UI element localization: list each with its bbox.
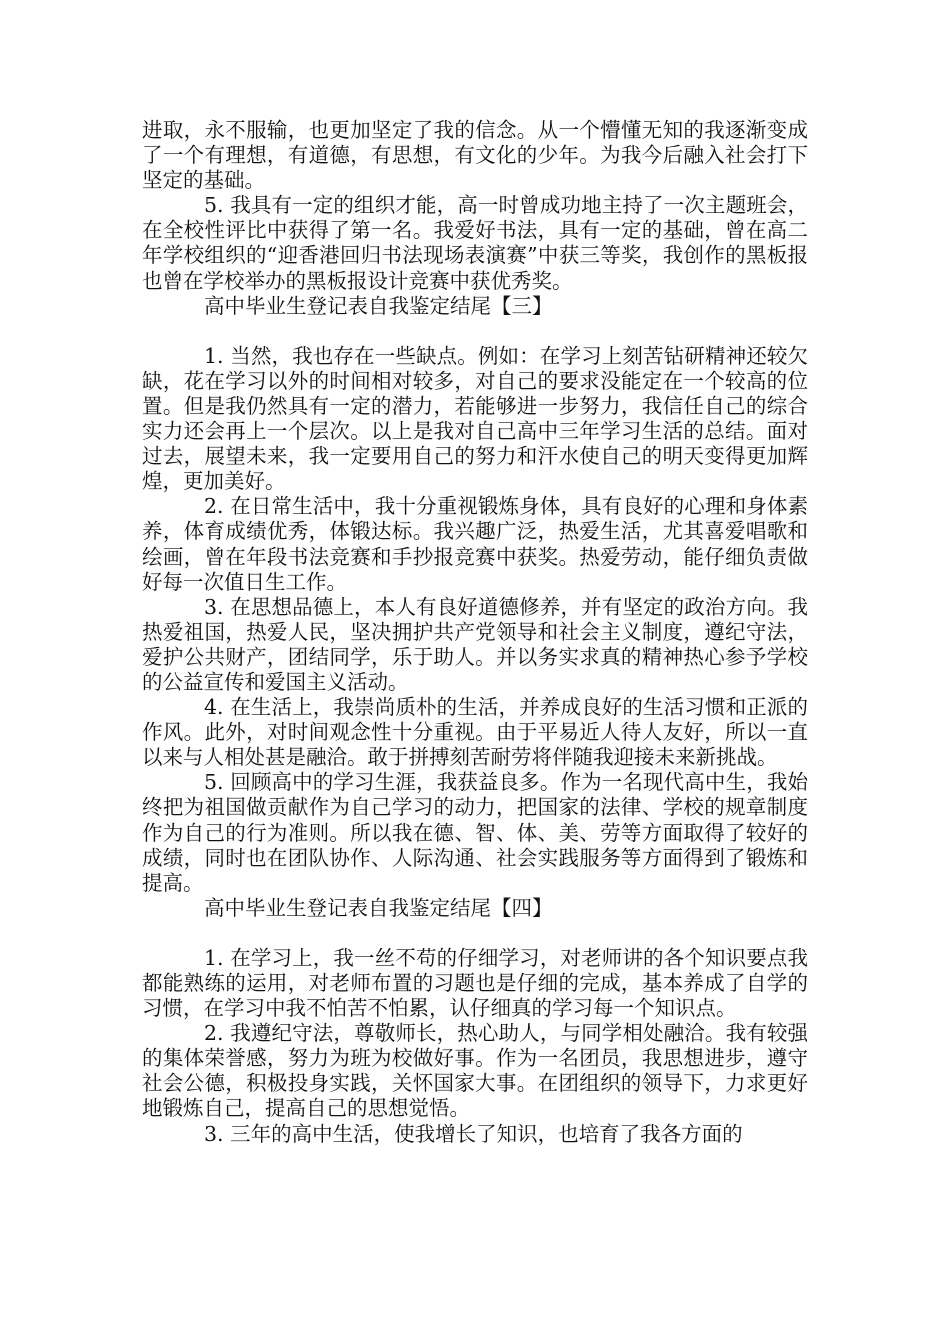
paragraph-item-1: 1. 当然，我也存在一些缺点。例如：在学习上刻苦钻研精神还较欠缺，花在学习以外的时间相对较多，对自己的要求没能定在一个较高的位置。但是我仍然具有一定的潜力，若能够进一步努力，我信任自己的综合实力还会再上一个层次。以上是我对自己高中三年学习生活的总结。面对过去，展望未来，我一定要用自己的努力和汗水使自己的明天变得更加辉煌，更加美好。 (142, 343, 808, 494)
paragraph-item-3: 3. 在思想品德上，本人有良好道德修养，并有坚定的政治方向。我热爱祖国，热爱人民，坚决拥护共产党领导和社会主义制度，遵纪守法，爱护公共财产，团结同学，乐于助人。并以务实求真的精神热心参予学校的公益宣传和爱国主义活动。 (142, 594, 808, 694)
paragraph-item-4: 4. 在生活上，我崇尚质朴的生活，并养成良好的生活习惯和正派的作风。此外，对时间观念性十分重视。由于平易近人待人友好，所以一直以来与人相处甚是融洽。敢于拼搏刻苦耐劳将伴随我迎接未来新挑战。 (142, 695, 808, 770)
paragraph-item-1: 1. 在学习上，我一丝不苟的仔细学习，对老师讲的各个知识要点我都能熟练的运用，对老师布置的习题也是仔细的完成，基本养成了自学的习惯，在学习中我不怕苦不怕累，认仔细真的学习每一个知识点。 (142, 945, 808, 1021)
paragraph-item-2: 2. 在日常生活中，我十分重视锻炼身体，具有良好的心理和身体素养，体育成绩优秀，体锻达标。我兴趣广泛，热爱生活，尤其喜爱唱歌和绘画，曾在年段书法竞赛和手抄报竞赛中获奖。热爱劳动，能仔细负责做好每一次值日生工作。 (142, 494, 808, 594)
paragraph-item-3: 3. 三年的高中生活，使我增长了知识，也培育了我各方面的 (204, 1121, 743, 1146)
paragraph-item-2: 2. 我遵纪守法，尊敬师长，热心助人，与同学相处融洽。我有较强的集体荣誉感，努力为班为校做好事。作为一名团员，我思想进步，遵守社会公德，积极投身实践，关怀国家大事。在团组织的领导下，力求更好地锻炼自己，提高自己的思想觉悟。 (142, 1021, 808, 1121)
section-heading-3: 高中毕业生登记表自我鉴定结尾【三】 (204, 293, 553, 318)
paragraph-continued: 进取，永不服输，也更加坚定了我的信念。从一个懵懂无知的我逐渐变成了一个有理想，有道德，有思想，有文化的少年。为我今后融入社会打下坚定的基础。 (142, 118, 808, 193)
paragraph-item-5: 5. 回顾高中的学习生涯，我获益良多。作为一名现代高中生，我始终把为祖国做贡献作为自己学习的动力，把国家的法律、学校的规章制度作为自己的行为准则。所以我在德、智、体、美、劳等方面取得了较好的成绩，同时也在团队协作、人际沟通、社会实践服务等方面得到了锻炼和提高。 (142, 770, 808, 895)
section-heading-4: 高中毕业生登记表自我鉴定结尾【四】 (204, 895, 553, 920)
document-page (142, 118, 808, 1147)
paragraph-item-5: 5. 我具有一定的组织才能，高一时曾成功地主持了一次主题班会，在全校性评比中获得了第一名。我爱好书法，具有一定的基础，曾在高二年学校组织的“迎香港回归书法现场表演赛”中获三等奖，我创作的黑板报也曾在学校举办的黑板报设计竞赛中获优秀奖。 (142, 193, 808, 293)
